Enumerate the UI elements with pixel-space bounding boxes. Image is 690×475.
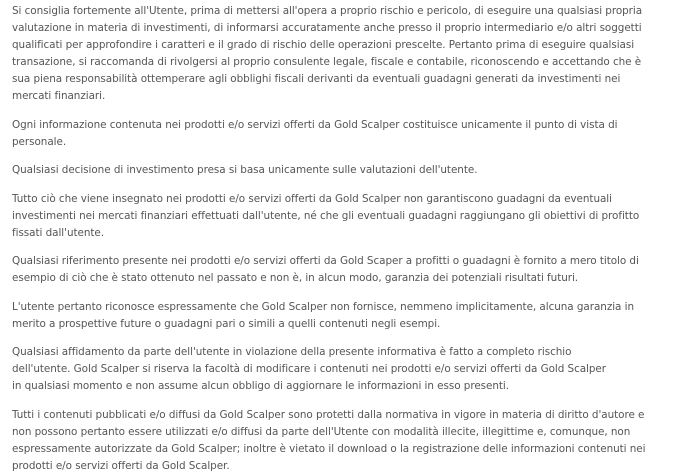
paragraph-user-decision: Qualsiasi decisione di investimento presa si basa unicamente sulle valutazioni dell'utente. [12,164,478,176]
paragraph-reliance-risk: Qualsiasi affidamento da parte dell'utente in violazione della presente informativa è fatto a completo rischio dell'utente. Gold Scalper si riserva la facoltà di modificare i contenuti nei prodotti e/o servizi offerti da Gold Scalper in qualsiasi momento e non assume alcun obbligo di aggiornare le informazioni in esso presenti. [12,346,607,392]
paragraph-past-results: Qualsiasi riferimento presente nei prodotti e/o servizi offerti da Gold Scaper a profitti o guadagni è fornito a mero titolo di esempio di ciò che è stato ottenuto nel passato e non è, in alcun modo, garanzia dei potenziali risultati futuri. [12,255,639,284]
paragraph-no-future-guarantee: L'utente pertanto riconosce espressamente che Gold Scalper non fornisce, nemmeno implicitamente, alcuna garanzia in merito a prospettive future o guadagni pari o simili a quelli contenuti negli esempi. [12,300,634,330]
paragraph-personal-view: Ogni informazione contenuta nei prodotti e/o servizi offerti da Gold Scalper costituisce unicamente il punto di vista di personale. [12,118,618,148]
paragraph-copyright: Tutti i contenuti pubblicati e/o diffusi da Gold Scalper sono protetti dalla normativa in vigore in materia di diritto d'autore e non possono pertanto essere utilizzati e/o diffusi da parte dell'Utente con modalità illecite, illegittime e, comunque, non espressamente autorizzate da Gold Scalper; inoltre è vietato il download o la registrazione delle informazioni contenuti nei prodotti e/o servizi offerti da Gold Scalper. [12,408,646,472]
paragraph-no-guarantee: Tutto ciò che viene insegnato nei prodotti e/o servizi offerti da Gold Scalper non garantiscono guadagni da eventuali investimenti nei mercati finanziari effettuati dall'utente, né che gli eventuali guadagni raggiungano gli obiettivi di profitto fissati dall'utente. [12,192,640,239]
paragraph-investment-advice: Si consiglia fortemente all'Utente, prima di mettersi all'opera a proprio rischio e pericolo, di eseguire una qualsiasi propria valutazione in materia di investimenti, di informarsi accuratamente anche presso il proprio intermediario e/o altri soggetti qualificati per approfondire i caratteri e il grado di rischio delle operazioni prescelte. Pertanto prima di eseguire qualsiasi transazione, si raccomanda di rivolgersi al proprio consulente legale, fiscale e contabile, riconoscendo e accettando che è sua piena responsabilità ottemperare agli obblighi fiscali derivanti da eventuali guadagni generati da investimenti nei mercati finanziari. [12,5,643,102]
